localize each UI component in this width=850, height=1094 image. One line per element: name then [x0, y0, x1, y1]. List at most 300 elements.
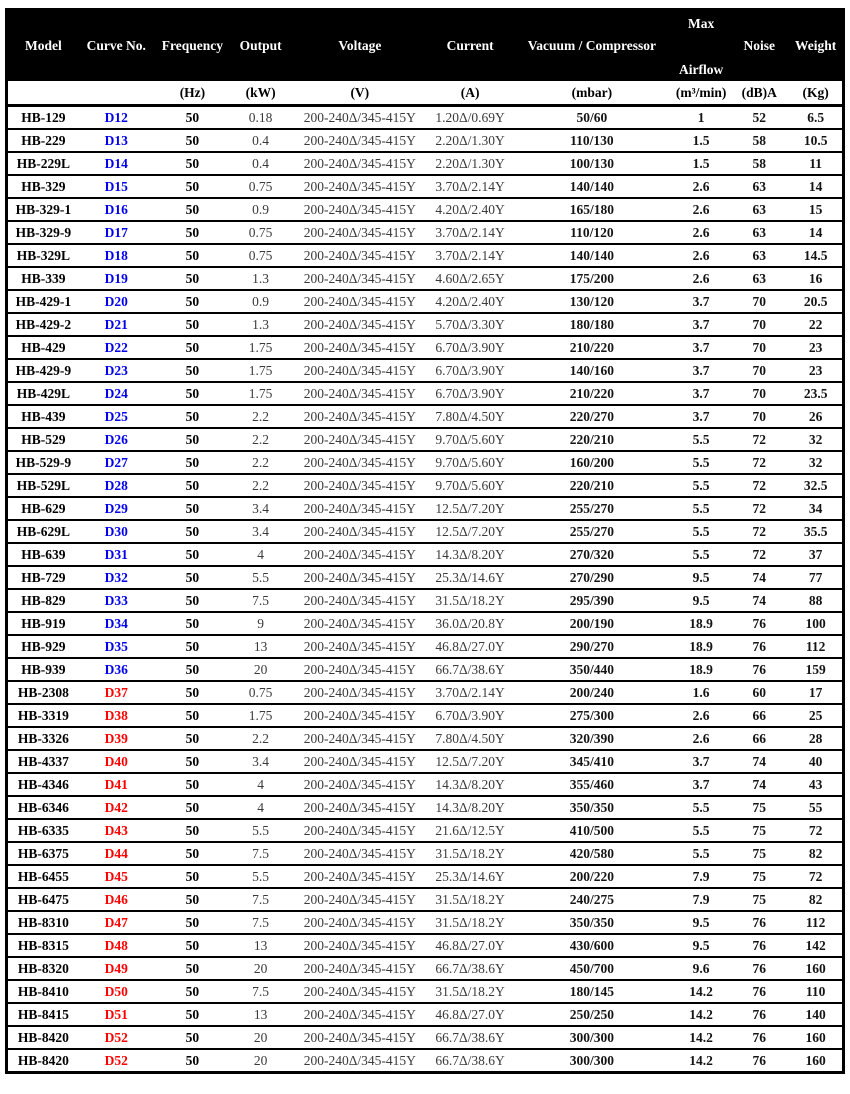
weight-cell: 37 [789, 543, 843, 566]
current-cell: 31.5Δ/18.2Y [429, 911, 510, 934]
column-header-frequency: Frequency [154, 10, 231, 82]
output-cell: 7.5 [231, 980, 290, 1003]
curve-no-cell: D12 [79, 106, 154, 130]
column-header-max-airflow [673, 10, 729, 82]
curve-no-cell: D38 [79, 704, 154, 727]
table-row [7, 313, 844, 336]
table-row [7, 865, 844, 888]
frequency-cell: 50 [154, 566, 231, 589]
noise-cell: 63 [729, 221, 789, 244]
output-cell: 0.9 [231, 290, 290, 313]
current-cell: 31.5Δ/18.2Y [429, 842, 510, 865]
noise-cell: 75 [729, 842, 789, 865]
weight-cell: 142 [789, 934, 843, 957]
output-cell: 0.9 [231, 198, 290, 221]
current-cell: 12.5Δ/7.20Y [429, 520, 510, 543]
vacuum-compressor-cell: 210/220 [511, 336, 673, 359]
output-cell: 1.3 [231, 313, 290, 336]
model-cell: HB-6346 [7, 796, 79, 819]
current-cell: 36.0Δ/20.8Y [429, 612, 510, 635]
table-row [7, 106, 844, 130]
frequency-cell: 50 [154, 934, 231, 957]
frequency-cell: 50 [154, 313, 231, 336]
table-row [7, 520, 844, 543]
weight-cell: 160 [789, 1026, 843, 1049]
curve-no-cell: D52 [79, 1049, 154, 1073]
model-cell: HB-4337 [7, 750, 79, 773]
voltage-cell: 200-240Δ/345-415Y [290, 750, 429, 773]
curve-no-cell: D44 [79, 842, 154, 865]
model-cell: HB-429-1 [7, 290, 79, 313]
voltage-cell: 200-240Δ/345-415Y [290, 589, 429, 612]
column-unit-vacuum-compressor: (mbar) [511, 81, 673, 106]
output-cell: 4 [231, 796, 290, 819]
weight-cell: 159 [789, 658, 843, 681]
max-airflow-cell: 2.6 [673, 175, 729, 198]
weight-cell: 20.5 [789, 290, 843, 313]
model-cell: HB-629 [7, 497, 79, 520]
output-cell: 2.2 [231, 405, 290, 428]
curve-no-cell: D17 [79, 221, 154, 244]
table-row [7, 635, 844, 658]
frequency-cell: 50 [154, 336, 231, 359]
table-row [7, 911, 844, 934]
weight-cell: 82 [789, 888, 843, 911]
vacuum-compressor-cell: 345/410 [511, 750, 673, 773]
noise-cell: 76 [729, 980, 789, 1003]
units-row [7, 81, 844, 106]
max-airflow-cell: 5.5 [673, 842, 729, 865]
max-airflow-cell: 9.5 [673, 566, 729, 589]
model-cell: HB-3319 [7, 704, 79, 727]
table-row [7, 359, 844, 382]
voltage-cell: 200-240Δ/345-415Y [290, 727, 429, 750]
max-airflow-cell: 2.6 [673, 727, 729, 750]
max-airflow-cell: 14.2 [673, 1049, 729, 1073]
vacuum-compressor-cell: 450/700 [511, 957, 673, 980]
frequency-cell: 50 [154, 520, 231, 543]
frequency-cell: 50 [154, 773, 231, 796]
max-airflow-cell: 14.2 [673, 1026, 729, 1049]
vacuum-compressor-cell: 430/600 [511, 934, 673, 957]
model-cell: HB-639 [7, 543, 79, 566]
noise-cell: 72 [729, 428, 789, 451]
table-row [7, 750, 844, 773]
curve-no-cell: D15 [79, 175, 154, 198]
frequency-cell: 50 [154, 1003, 231, 1026]
voltage-cell: 200-240Δ/345-415Y [290, 106, 429, 130]
curve-no-cell: D20 [79, 290, 154, 313]
voltage-cell: 200-240Δ/345-415Y [290, 566, 429, 589]
output-cell: 1.75 [231, 336, 290, 359]
current-cell: 7.80Δ/4.50Y [429, 727, 510, 750]
noise-cell: 63 [729, 267, 789, 290]
max-airflow-cell: 14.2 [673, 1003, 729, 1026]
column-header-voltage: Voltage [290, 10, 429, 82]
frequency-cell: 50 [154, 704, 231, 727]
output-cell: 13 [231, 934, 290, 957]
table-row [7, 727, 844, 750]
weight-cell: 112 [789, 635, 843, 658]
frequency-cell: 50 [154, 796, 231, 819]
noise-cell: 66 [729, 704, 789, 727]
noise-cell: 72 [729, 497, 789, 520]
weight-cell: 140 [789, 1003, 843, 1026]
model-cell: HB-6335 [7, 819, 79, 842]
vacuum-compressor-cell: 255/270 [511, 520, 673, 543]
table-row [7, 1049, 844, 1073]
table-row [7, 267, 844, 290]
column-unit-voltage: (V) [290, 81, 429, 106]
table-row [7, 773, 844, 796]
table-row [7, 819, 844, 842]
model-cell: HB-939 [7, 658, 79, 681]
model-cell: HB-329L [7, 244, 79, 267]
output-cell: 2.2 [231, 474, 290, 497]
column-unit-output: (kW) [231, 81, 290, 106]
voltage-cell: 200-240Δ/345-415Y [290, 474, 429, 497]
current-cell: 31.5Δ/18.2Y [429, 888, 510, 911]
current-cell: 5.70Δ/3.30Y [429, 313, 510, 336]
frequency-cell: 50 [154, 658, 231, 681]
vacuum-compressor-cell: 220/210 [511, 428, 673, 451]
noise-cell: 75 [729, 865, 789, 888]
curve-no-cell: D46 [79, 888, 154, 911]
vacuum-compressor-cell: 350/440 [511, 658, 673, 681]
model-cell: HB-8310 [7, 911, 79, 934]
model-cell: HB-329-9 [7, 221, 79, 244]
voltage-cell: 200-240Δ/345-415Y [290, 313, 429, 336]
voltage-cell: 200-240Δ/345-415Y [290, 612, 429, 635]
frequency-cell: 50 [154, 359, 231, 382]
table-row [7, 198, 844, 221]
voltage-cell: 200-240Δ/345-415Y [290, 451, 429, 474]
vacuum-compressor-cell: 160/200 [511, 451, 673, 474]
column-unit-noise: (dB)A [729, 81, 789, 106]
weight-cell: 32 [789, 428, 843, 451]
max-airflow-cell: 3.7 [673, 382, 729, 405]
voltage-cell: 200-240Δ/345-415Y [290, 543, 429, 566]
curve-no-cell: D45 [79, 865, 154, 888]
vacuum-compressor-cell: 200/220 [511, 865, 673, 888]
noise-cell: 63 [729, 175, 789, 198]
voltage-cell: 200-240Δ/345-415Y [290, 175, 429, 198]
table-row [7, 451, 844, 474]
model-cell: HB-3326 [7, 727, 79, 750]
max-airflow-cell: 18.9 [673, 635, 729, 658]
voltage-cell: 200-240Δ/345-415Y [290, 681, 429, 704]
vacuum-compressor-cell: 290/270 [511, 635, 673, 658]
column-header-model: Model [7, 10, 79, 82]
voltage-cell: 200-240Δ/345-415Y [290, 957, 429, 980]
model-cell: HB-8320 [7, 957, 79, 980]
curve-no-cell: D31 [79, 543, 154, 566]
noise-cell: 76 [729, 957, 789, 980]
table-row [7, 428, 844, 451]
curve-no-cell: D26 [79, 428, 154, 451]
frequency-cell: 50 [154, 1026, 231, 1049]
vacuum-compressor-cell: 250/250 [511, 1003, 673, 1026]
noise-cell: 76 [729, 934, 789, 957]
curve-no-cell: D49 [79, 957, 154, 980]
noise-cell: 70 [729, 313, 789, 336]
weight-cell: 11 [789, 152, 843, 175]
current-cell: 3.70Δ/2.14Y [429, 221, 510, 244]
noise-cell: 76 [729, 658, 789, 681]
weight-cell: 10.5 [789, 129, 843, 152]
curve-no-cell: D50 [79, 980, 154, 1003]
vacuum-compressor-cell: 240/275 [511, 888, 673, 911]
weight-cell: 160 [789, 957, 843, 980]
frequency-cell: 50 [154, 497, 231, 520]
table-row [7, 934, 844, 957]
noise-cell: 70 [729, 336, 789, 359]
voltage-cell: 200-240Δ/345-415Y [290, 221, 429, 244]
vacuum-compressor-cell: 180/145 [511, 980, 673, 1003]
noise-cell: 72 [729, 474, 789, 497]
weight-cell: 35.5 [789, 520, 843, 543]
max-airflow-cell: 18.9 [673, 612, 729, 635]
table-row [7, 796, 844, 819]
output-cell: 3.4 [231, 750, 290, 773]
weight-cell: 14 [789, 221, 843, 244]
max-airflow-cell: 2.6 [673, 198, 729, 221]
frequency-cell: 50 [154, 152, 231, 175]
curve-no-cell: D22 [79, 336, 154, 359]
weight-cell: 100 [789, 612, 843, 635]
output-cell: 0.4 [231, 152, 290, 175]
current-cell: 7.80Δ/4.50Y [429, 405, 510, 428]
noise-cell: 58 [729, 152, 789, 175]
output-cell: 0.75 [231, 175, 290, 198]
weight-cell: 15 [789, 198, 843, 221]
column-header-noise: Noise [729, 10, 789, 82]
noise-cell: 72 [729, 451, 789, 474]
weight-cell: 72 [789, 819, 843, 842]
noise-cell: 66 [729, 727, 789, 750]
voltage-cell: 200-240Δ/345-415Y [290, 1003, 429, 1026]
frequency-cell: 50 [154, 543, 231, 566]
table-row [7, 129, 844, 152]
vacuum-compressor-cell: 200/190 [511, 612, 673, 635]
curve-no-cell: D47 [79, 911, 154, 934]
table-row [7, 336, 844, 359]
current-cell: 2.20Δ/1.30Y [429, 152, 510, 175]
max-airflow-cell: 5.5 [673, 451, 729, 474]
weight-cell: 160 [789, 1049, 843, 1073]
frequency-cell: 50 [154, 727, 231, 750]
output-cell: 0.18 [231, 106, 290, 130]
curve-no-cell: D16 [79, 198, 154, 221]
noise-cell: 70 [729, 290, 789, 313]
max-airflow-cell: 14.2 [673, 980, 729, 1003]
frequency-cell: 50 [154, 451, 231, 474]
model-cell: HB-339 [7, 267, 79, 290]
max-airflow-cell: 7.9 [673, 888, 729, 911]
curve-no-cell: D51 [79, 1003, 154, 1026]
curve-no-cell: D35 [79, 635, 154, 658]
model-cell: HB-529L [7, 474, 79, 497]
curve-no-cell: D43 [79, 819, 154, 842]
current-cell: 66.7Δ/38.6Y [429, 957, 510, 980]
output-cell: 0.4 [231, 129, 290, 152]
model-cell: HB-8420 [7, 1049, 79, 1073]
frequency-cell: 50 [154, 980, 231, 1003]
model-cell: HB-6475 [7, 888, 79, 911]
noise-cell: 63 [729, 198, 789, 221]
table-row [7, 543, 844, 566]
noise-cell: 76 [729, 635, 789, 658]
frequency-cell: 50 [154, 129, 231, 152]
frequency-cell: 50 [154, 382, 231, 405]
weight-cell: 32 [789, 451, 843, 474]
output-cell: 2.2 [231, 451, 290, 474]
max-airflow-cell: 5.5 [673, 796, 729, 819]
model-cell: HB-229 [7, 129, 79, 152]
noise-cell: 74 [729, 566, 789, 589]
output-cell: 0.75 [231, 221, 290, 244]
frequency-cell: 50 [154, 221, 231, 244]
vacuum-compressor-cell: 220/210 [511, 474, 673, 497]
voltage-cell: 200-240Δ/345-415Y [290, 405, 429, 428]
max-airflow-cell: 3.7 [673, 405, 729, 428]
column-unit-frequency: (Hz) [154, 81, 231, 106]
table-row [7, 152, 844, 175]
vacuum-compressor-cell: 300/300 [511, 1026, 673, 1049]
output-cell: 20 [231, 1049, 290, 1073]
current-cell: 14.3Δ/8.20Y [429, 773, 510, 796]
column-header-curve-no: Curve No. [79, 10, 154, 82]
voltage-cell: 200-240Δ/345-415Y [290, 704, 429, 727]
max-airflow-cell: 9.5 [673, 911, 729, 934]
voltage-cell: 200-240Δ/345-415Y [290, 520, 429, 543]
current-cell: 66.7Δ/38.6Y [429, 1026, 510, 1049]
current-cell: 46.8Δ/27.0Y [429, 635, 510, 658]
table-row [7, 612, 844, 635]
column-header-weight: Weight [789, 10, 843, 82]
current-cell: 66.7Δ/38.6Y [429, 658, 510, 681]
curve-no-cell: D36 [79, 658, 154, 681]
vacuum-compressor-cell: 295/390 [511, 589, 673, 612]
vacuum-compressor-cell: 50/60 [511, 106, 673, 130]
noise-cell: 74 [729, 589, 789, 612]
model-cell: HB-929 [7, 635, 79, 658]
curve-no-cell: D28 [79, 474, 154, 497]
column-unit-weight: (Kg) [789, 81, 843, 106]
curve-no-cell: D14 [79, 152, 154, 175]
current-cell: 4.20Δ/2.40Y [429, 198, 510, 221]
model-cell: HB-429-2 [7, 313, 79, 336]
max-airflow-cell: 7.9 [673, 865, 729, 888]
current-cell: 25.3Δ/14.6Y [429, 865, 510, 888]
model-cell: HB-4346 [7, 773, 79, 796]
table-row [7, 1026, 844, 1049]
weight-cell: 14 [789, 175, 843, 198]
current-cell: 46.8Δ/27.0Y [429, 1003, 510, 1026]
model-cell: HB-429-9 [7, 359, 79, 382]
max-airflow-cell: 9.5 [673, 934, 729, 957]
frequency-cell: 50 [154, 911, 231, 934]
current-cell: 14.3Δ/8.20Y [429, 796, 510, 819]
max-airflow-cell: 2.6 [673, 221, 729, 244]
output-cell: 0.75 [231, 244, 290, 267]
output-cell: 13 [231, 1003, 290, 1026]
frequency-cell: 50 [154, 842, 231, 865]
current-cell: 2.20Δ/1.30Y [429, 129, 510, 152]
voltage-cell: 200-240Δ/345-415Y [290, 267, 429, 290]
output-cell: 1.75 [231, 359, 290, 382]
voltage-cell: 200-240Δ/345-415Y [290, 198, 429, 221]
output-cell: 0.75 [231, 681, 290, 704]
noise-cell: 75 [729, 819, 789, 842]
max-airflow-cell: 3.7 [673, 313, 729, 336]
noise-cell: 63 [729, 244, 789, 267]
output-cell: 7.5 [231, 888, 290, 911]
frequency-cell: 50 [154, 750, 231, 773]
max-airflow-cell: 1.5 [673, 152, 729, 175]
noise-cell: 72 [729, 520, 789, 543]
max-airflow-cell: 3.7 [673, 773, 729, 796]
curve-no-cell: D33 [79, 589, 154, 612]
curve-no-cell: D25 [79, 405, 154, 428]
voltage-cell: 200-240Δ/345-415Y [290, 359, 429, 382]
output-cell: 2.2 [231, 428, 290, 451]
current-cell: 6.70Δ/3.90Y [429, 359, 510, 382]
blower-spec-sheet [5, 8, 845, 1074]
curve-no-cell: D48 [79, 934, 154, 957]
column-header-output: Output [231, 10, 290, 82]
max-airflow-cell: 3.7 [673, 336, 729, 359]
curve-no-cell: D39 [79, 727, 154, 750]
frequency-cell: 50 [154, 474, 231, 497]
voltage-cell: 200-240Δ/345-415Y [290, 129, 429, 152]
model-cell: HB-329 [7, 175, 79, 198]
noise-cell: 75 [729, 888, 789, 911]
output-cell: 20 [231, 1026, 290, 1049]
noise-cell: 52 [729, 106, 789, 130]
weight-cell: 26 [789, 405, 843, 428]
frequency-cell: 50 [154, 681, 231, 704]
max-airflow-label-bottom: Airflow [678, 62, 724, 77]
voltage-cell: 200-240Δ/345-415Y [290, 773, 429, 796]
output-cell: 20 [231, 957, 290, 980]
model-cell: HB-2308 [7, 681, 79, 704]
vacuum-compressor-cell: 175/200 [511, 267, 673, 290]
current-cell: 4.20Δ/2.40Y [429, 290, 510, 313]
table-row [7, 980, 844, 1003]
header-row [7, 10, 844, 82]
model-cell: HB-529-9 [7, 451, 79, 474]
voltage-cell: 200-240Δ/345-415Y [290, 888, 429, 911]
max-airflow-cell: 3.7 [673, 750, 729, 773]
model-cell: HB-6375 [7, 842, 79, 865]
vacuum-compressor-cell: 300/300 [511, 1049, 673, 1073]
max-airflow-cell: 5.5 [673, 520, 729, 543]
model-cell: HB-919 [7, 612, 79, 635]
spec-table [5, 8, 845, 1074]
noise-cell: 76 [729, 1049, 789, 1073]
output-cell: 2.2 [231, 727, 290, 750]
table-row [7, 221, 844, 244]
noise-cell: 76 [729, 612, 789, 635]
current-cell: 31.5Δ/18.2Y [429, 589, 510, 612]
output-cell: 5.5 [231, 865, 290, 888]
output-cell: 20 [231, 658, 290, 681]
max-airflow-cell: 1.6 [673, 681, 729, 704]
max-airflow-cell: 5.5 [673, 428, 729, 451]
table-row [7, 290, 844, 313]
frequency-cell: 50 [154, 1049, 231, 1073]
